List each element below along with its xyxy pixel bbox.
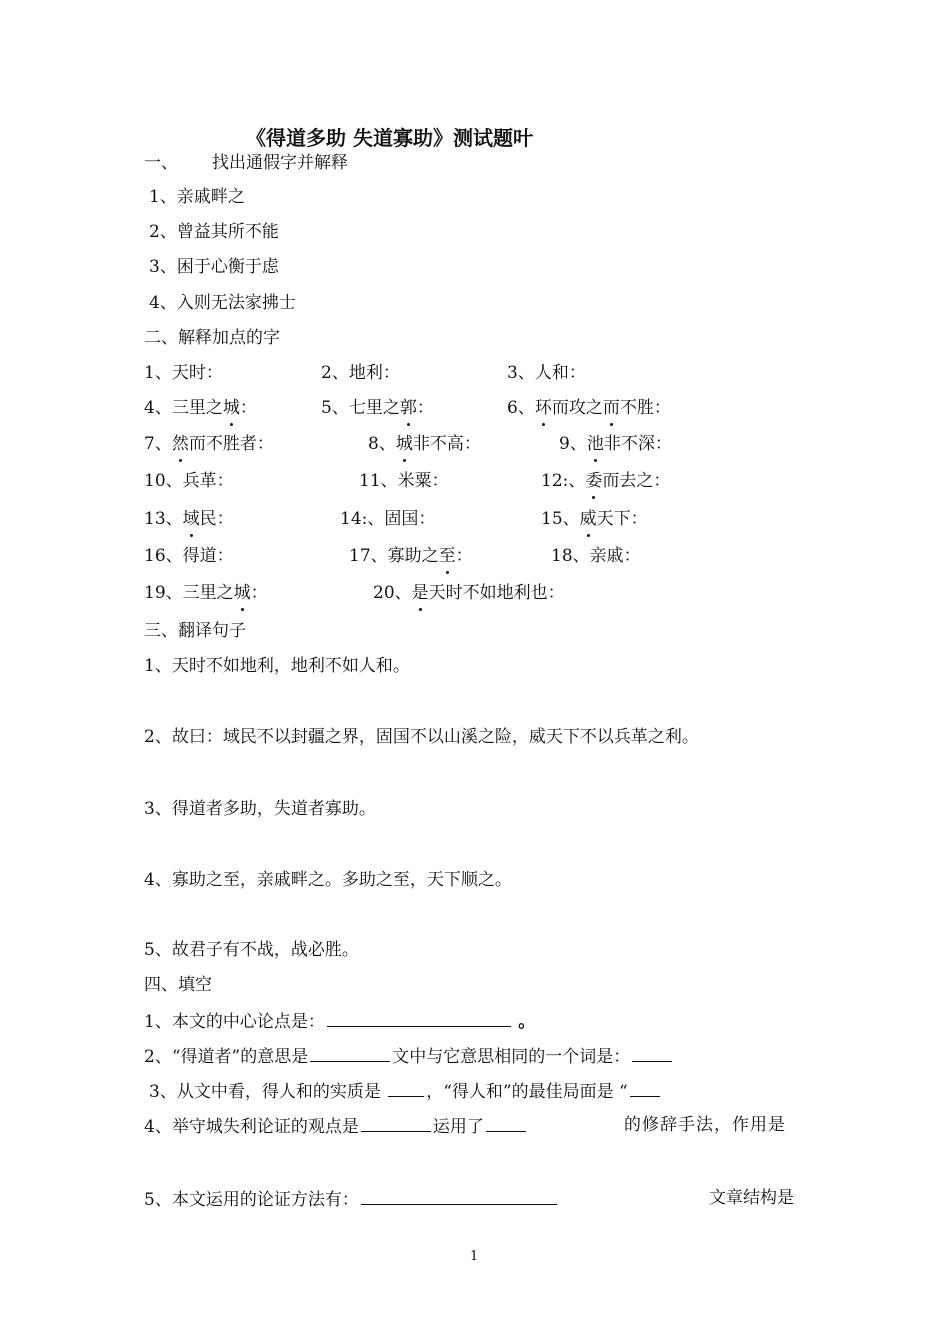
- section2-heading: 二、解释加点的字: [144, 328, 280, 348]
- translation-sentence: 2、故曰：域民不以封疆之界，固国不以山溪之险，威天下不以兵革之利。: [144, 727, 699, 747]
- word-item: 4、三里之城：: [144, 398, 257, 418]
- fill-question: 2、“得道者”的意思是 文中与它意思相同的一个词是：: [144, 1044, 674, 1068]
- word-item: 20、是天时不如地利也：: [373, 583, 565, 603]
- word-item: 11、米粟：: [359, 471, 449, 491]
- dotted-char: 至: [438, 546, 456, 566]
- word-item: 18、亲戚：: [551, 546, 641, 566]
- word-item: 12:、委而去之：: [541, 471, 671, 491]
- section1-item: 3、困于心衡于虑: [149, 257, 279, 277]
- word-item: 1、天时：: [144, 363, 223, 383]
- answer-blank[interactable]: [327, 1009, 511, 1027]
- section1-heading-number: 一、: [144, 153, 178, 173]
- dotted-char: 郭: [399, 398, 417, 418]
- word-item: 2、地利：: [321, 363, 400, 383]
- dotted-char: 威: [579, 509, 597, 529]
- word-item: 9、池非不深：: [559, 434, 672, 454]
- answer-blank[interactable]: [361, 1187, 557, 1205]
- answer-blank[interactable]: [630, 1079, 660, 1097]
- answer-blank[interactable]: [388, 1079, 424, 1097]
- translation-sentence: 4、寡助之至，亲戚畔之。多助之至，天下顺之。: [144, 870, 512, 890]
- answer-blank[interactable]: [361, 1114, 431, 1132]
- word-item: 13、域民：: [144, 509, 234, 529]
- section1-item: 1、亲戚畔之: [149, 187, 245, 207]
- answer-blank[interactable]: [310, 1044, 390, 1062]
- word-item: 5、七里之郭：: [321, 398, 434, 418]
- dotted-char: 城: [233, 583, 251, 603]
- word-item: 10、兵革：: [144, 471, 234, 491]
- section3-heading: 三、翻译句子: [144, 621, 246, 641]
- fill-question: 1、本文的中心论点是： 。: [144, 1009, 535, 1033]
- word-item: 16、得道：: [144, 546, 234, 566]
- page-number: 1: [470, 1249, 479, 1264]
- dotted-char: 池: [586, 434, 604, 454]
- section4-heading: 四、填空: [144, 975, 212, 995]
- dotted-char: 委: [585, 471, 603, 491]
- dotted-char: 城: [395, 434, 413, 454]
- answer-blank[interactable]: [486, 1114, 526, 1132]
- fill-question-tail: 的修辞手法，作用是: [624, 1115, 786, 1135]
- fill-question: 4、举守城失利论证的观点是 运用了: [144, 1114, 528, 1138]
- dotted-char: 环: [534, 398, 552, 418]
- word-item: 17、寡助之至：: [349, 546, 473, 566]
- section1-item: 2、曾益其所不能: [149, 222, 279, 242]
- fill-question-tail: 文章结构是: [709, 1188, 794, 1208]
- section1-item: 4、入则无法家拂士: [149, 293, 296, 313]
- translation-sentence: 5、故君子有不战，战必胜。: [144, 940, 359, 960]
- dotted-char: 是: [411, 583, 429, 603]
- answer-blank[interactable]: [632, 1044, 672, 1062]
- word-item: 6、环而攻之而不胜：: [507, 398, 671, 418]
- dotted-char: 域: [182, 509, 200, 529]
- word-item: 19、三里之城：: [144, 583, 268, 603]
- word-item: 7、然而不胜者：: [144, 434, 274, 454]
- dotted-char: 城: [222, 398, 240, 418]
- fill-question: 5、本文运用的论证方法有：: [144, 1187, 559, 1211]
- word-item: 15、威天下：: [541, 509, 648, 529]
- section1-heading: 找出通假字并解释: [212, 153, 348, 173]
- translation-sentence: 1、天时不如地利，地利不如人和。: [144, 656, 410, 676]
- word-item: 3、人和：: [507, 363, 586, 383]
- dotted-char: 而: [602, 398, 620, 418]
- word-item: 14:、固国：: [340, 509, 436, 529]
- document-title: 《得道多助 失道寡助》测试题叶: [246, 126, 533, 150]
- fill-question: 3、从文中看，得人和的实质是 ，“得人和”的最佳局面是 “: [149, 1079, 662, 1103]
- dotted-char: 然: [171, 434, 189, 454]
- translation-sentence: 3、得道者多助，失道者寡助。: [144, 799, 376, 819]
- word-item: 8、城非不高：: [368, 434, 481, 454]
